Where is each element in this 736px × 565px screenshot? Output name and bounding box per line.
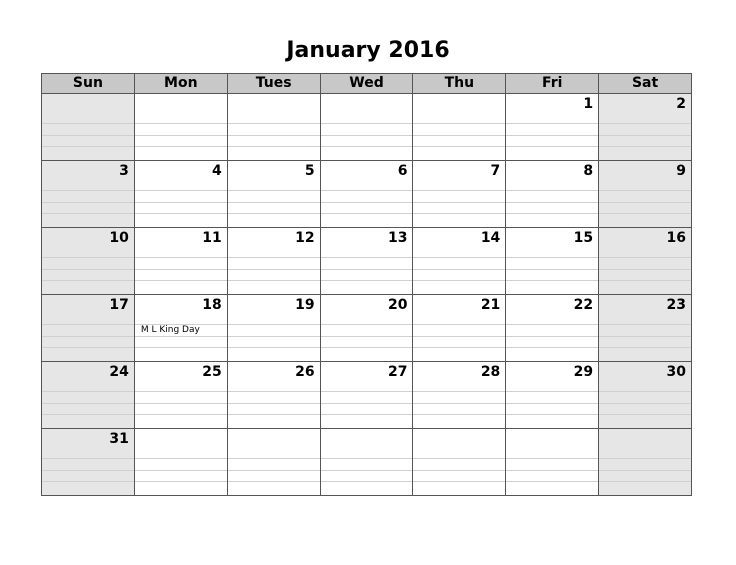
weekday-header-fri: Fri	[506, 74, 599, 93]
day-cell[interactable]	[321, 94, 414, 160]
day-number: 29	[573, 364, 594, 380]
day-cell[interactable]	[135, 228, 228, 294]
day-number: 27	[387, 364, 408, 380]
day-cell[interactable]	[42, 362, 135, 428]
day-cell[interactable]	[413, 295, 506, 361]
day-cell[interactable]	[413, 228, 506, 294]
day-number: 13	[387, 230, 408, 246]
day-cell[interactable]	[599, 362, 691, 428]
weekday-header-thu: Thu	[413, 74, 506, 93]
calendar-title: January 2016	[286, 38, 450, 63]
day-cell[interactable]	[135, 161, 228, 227]
day-cell[interactable]	[228, 429, 321, 495]
day-cell[interactable]	[506, 429, 599, 495]
day-cell[interactable]	[42, 429, 135, 495]
day-number: 31	[109, 431, 129, 447]
week-row	[42, 429, 691, 495]
day-cell[interactable]	[506, 161, 599, 227]
day-cell[interactable]	[228, 362, 321, 428]
day-cell[interactable]	[42, 295, 135, 361]
day-number: 12	[295, 230, 315, 246]
weekday-header-wed: Wed	[321, 74, 414, 93]
day-cell[interactable]	[42, 228, 135, 294]
day-cell[interactable]	[42, 94, 135, 160]
day-number: 21	[480, 297, 501, 313]
week-row	[42, 161, 691, 228]
day-cell[interactable]	[599, 295, 691, 361]
day-number: 24	[109, 364, 129, 380]
day-cell[interactable]	[321, 295, 414, 361]
day-number: 9	[676, 163, 687, 179]
day-cell[interactable]	[506, 295, 599, 361]
day-cell[interactable]	[228, 228, 321, 294]
weekday-header-sat: Sat	[631, 75, 659, 91]
weekday-header-mon: Mon	[135, 74, 228, 93]
day-cell[interactable]	[228, 295, 321, 361]
day-number: 15	[573, 230, 594, 246]
day-number: 20	[387, 297, 408, 313]
day-number: 4	[211, 163, 222, 179]
day-number: 30	[666, 364, 687, 380]
day-number: 14	[480, 230, 501, 246]
day-cell[interactable]	[506, 228, 599, 294]
weeks-container	[42, 94, 691, 495]
day-cell[interactable]	[42, 161, 135, 227]
day-number: 25	[202, 364, 222, 380]
day-cell[interactable]	[413, 161, 506, 227]
day-cell[interactable]	[413, 429, 506, 495]
day-cell[interactable]	[321, 429, 414, 495]
week-row	[42, 94, 691, 161]
day-cell[interactable]	[135, 362, 228, 428]
day-cell[interactable]	[599, 161, 691, 227]
day-number: 22	[573, 297, 594, 313]
day-cell[interactable]	[321, 362, 414, 428]
weekday-header-sun: Sun	[42, 74, 135, 93]
day-number: 10	[109, 230, 129, 246]
day-number: 18	[202, 297, 222, 313]
day-cell[interactable]	[506, 94, 599, 160]
day-cell[interactable]	[321, 161, 414, 227]
day-cell[interactable]	[599, 228, 691, 294]
day-cell[interactable]	[599, 94, 691, 160]
day-number: 26	[295, 364, 315, 380]
day-number: 17	[109, 297, 129, 313]
day-number: 16	[666, 230, 687, 246]
week-row	[42, 295, 691, 362]
day-number: 6	[397, 163, 408, 179]
holiday-label: M L King Day	[140, 325, 200, 335]
day-number: 23	[666, 297, 687, 313]
weekday-header-tue: Tues	[228, 74, 321, 93]
day-cell[interactable]	[506, 362, 599, 428]
calendar-grid	[41, 73, 692, 496]
day-number: 7	[490, 163, 501, 179]
day-number: 3	[119, 163, 129, 179]
week-row	[42, 228, 691, 295]
day-number: 1	[583, 96, 594, 112]
weekday-header-row	[42, 74, 691, 94]
day-cell[interactable]	[599, 429, 691, 495]
week-row	[42, 362, 691, 429]
day-number: 11	[202, 230, 222, 246]
day-number: 19	[295, 297, 315, 313]
day-cell[interactable]	[413, 362, 506, 428]
day-cell[interactable]	[135, 429, 228, 495]
day-cell[interactable]	[135, 94, 228, 160]
day-cell[interactable]	[135, 295, 228, 361]
day-number: 8	[583, 163, 594, 179]
day-number: 5	[304, 163, 315, 179]
day-cell[interactable]	[413, 94, 506, 160]
day-cell[interactable]	[321, 228, 414, 294]
day-number: 28	[480, 364, 501, 380]
day-number: 2	[676, 96, 687, 112]
day-cell[interactable]	[228, 94, 321, 160]
day-cell[interactable]	[228, 161, 321, 227]
